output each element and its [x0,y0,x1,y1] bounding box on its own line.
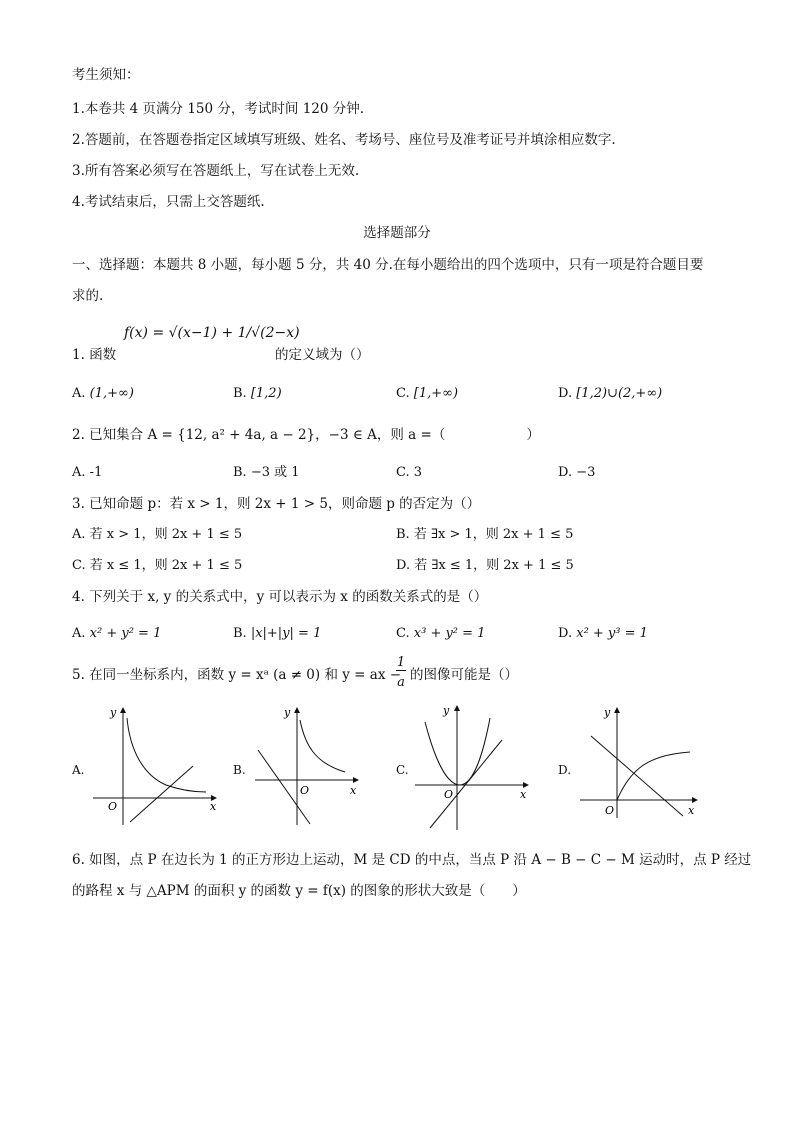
q5-stem [72,666,401,684]
option-label: C. [396,386,410,401]
q3-option-d[interactable] [396,557,574,575]
q2-option-d[interactable] [558,464,595,482]
q5-option-a[interactable]: A. [72,763,85,777]
q5-graph-d [575,700,705,829]
option-label: A. [72,527,86,542]
q3-option-b[interactable] [396,526,573,544]
x-label: x [688,804,695,817]
q2-option-c[interactable] [396,464,422,482]
part1-heading-line1: 一、选择题：本题共 8 小题，每小题 5 分，共 40 分.在每小题给出的四个选项中，只有一项是符合题目要 [72,257,704,273]
option-text: x³ + y² = 1 [413,626,486,641]
option-text: 3 [413,465,423,480]
notice-item-1: 1.本卷共 4 页满分 150 分，考试时间 120 分钟. [72,101,365,117]
q5-stem-post: 的图像可能是（） [410,667,518,683]
option-text: (1,+∞) [89,386,134,401]
option-label: C. [396,465,410,480]
option-text: 若 x > 1，则 2x + 1 ≤ 5 [89,527,243,542]
power-curve [300,720,345,772]
q4-option-d[interactable] [558,625,648,643]
q6-stem-line2: 的路程 x 与 △APM 的面积 y 的函数 y = f(x) 的图象的形状大致是（ ） [72,883,526,899]
x-label: x [520,788,527,801]
option-label: A. [72,465,86,480]
q1-stem [72,346,116,364]
q1-option-c[interactable] [396,385,458,403]
notice-item-2: 2.答题前，在答题卷指定区域填写班级、姓名、考场号、座位号及准考证号并填涂相应数字. [72,132,616,148]
q1-number: 1. [72,347,85,363]
linear-line [430,740,502,828]
q1-formula: f(x) = √(x−1) + 1/√(2−x) [124,325,300,341]
q5-frac-num: 1 [396,655,406,670]
notice-title: 考生须知： [72,67,140,83]
option-label: B. [233,626,247,641]
notice-item-3: 3.所有答案必须写在答题纸上，写在试卷上无效. [72,163,360,179]
option-label: D. [558,465,573,480]
q1-option-b[interactable] [233,385,282,403]
q4-option-c[interactable] [396,625,485,643]
option-text: 若 ∃x > 1，则 2x + 1 ≤ 5 [413,527,574,542]
option-text: −3 [576,465,596,480]
option-text: [1,2) [250,386,282,401]
y-label: y [284,706,291,719]
q4-option-b[interactable] [233,625,321,643]
option-label: B. [233,386,247,401]
part1-heading-line2: 求的. [72,288,104,304]
option-label: A. [72,386,86,401]
option-label: B. [396,527,410,542]
option-label: D. [558,626,573,641]
option-text: -1 [89,465,103,480]
power-curve [617,752,690,800]
q4-stem: 4. 下列关于 x, y 的关系式中，y 可以表示为 x 的函数关系式的是（） [72,589,488,605]
option-text: 若 ∃x ≤ 1，则 2x + 1 ≤ 5 [414,558,574,573]
q3-stem: 3. 已知命题 p：若 x > 1，则 2x + 1 > 5，则命题 p 的否定为（） [72,496,481,512]
q2-option-a[interactable] [72,464,102,482]
q5-frac-den: a [397,675,405,690]
q5-option-d[interactable]: D. [558,763,572,777]
origin-label: O [444,788,454,801]
x-label: x [210,800,217,813]
option-text: x² + y³ = 1 [576,626,648,641]
option-label: D. [396,558,411,573]
q5-stem-pre: 5. 在同一坐标系内，函数 y = xᵃ (a ≠ 0) 和 y = ax − [72,667,402,683]
section-title: 选择题部分 [363,225,431,241]
q2-option-b[interactable] [233,464,300,482]
q5-option-b[interactable]: B. [233,763,246,777]
y-label: y [110,706,117,719]
q1-stem-post: 的定义域为（） [275,347,370,363]
q5-option-c[interactable]: C. [396,763,409,777]
option-label: B. [233,465,247,480]
x-label: x [350,784,357,797]
q6-stem-line1: 6. 如图，点 P 在边长为 1 的正方形边上运动，M 是 CD 的中点，当点 P 沿 A − B − C − M 运动时，点 P 经过 [72,852,752,868]
y-label: y [604,706,611,719]
origin-label: O [108,800,118,813]
q5-graph-a [88,700,228,834]
origin-label: O [300,784,310,797]
option-label: C. [72,558,86,573]
q5-graph-c [410,700,535,839]
option-text: x² + y² = 1 [89,626,162,641]
power-curve [127,718,206,792]
option-text: [1,+∞) [413,386,459,401]
origin-label: O [605,804,615,817]
notice-item-4: 4.考试结束后，只需上交答题纸. [72,194,265,210]
option-text: −3 或 1 [250,465,300,480]
q4-option-a[interactable] [72,625,161,643]
option-text: [1,2)∪(2,+∞) [576,386,663,401]
linear-line [130,766,193,822]
q1-option-a[interactable] [72,385,134,403]
option-label: C. [396,626,410,641]
option-text: 若 x ≤ 1，则 2x + 1 ≤ 5 [89,558,243,573]
q5-graph-b [250,700,370,834]
option-label: D. [558,386,573,401]
option-label: A. [72,626,86,641]
q3-option-c[interactable] [72,557,242,575]
q3-option-a[interactable] [72,526,242,544]
option-text: |x|+|y| = 1 [250,626,322,641]
q2-stem: 2. 已知集合 A = {12, a² + 4a, a − 2}，−3 ∈ A，则 a =（ ） [72,427,540,443]
y-label: y [443,704,450,717]
q1-stem-pre: 函数 [89,347,117,363]
q1-option-d[interactable] [558,385,662,403]
